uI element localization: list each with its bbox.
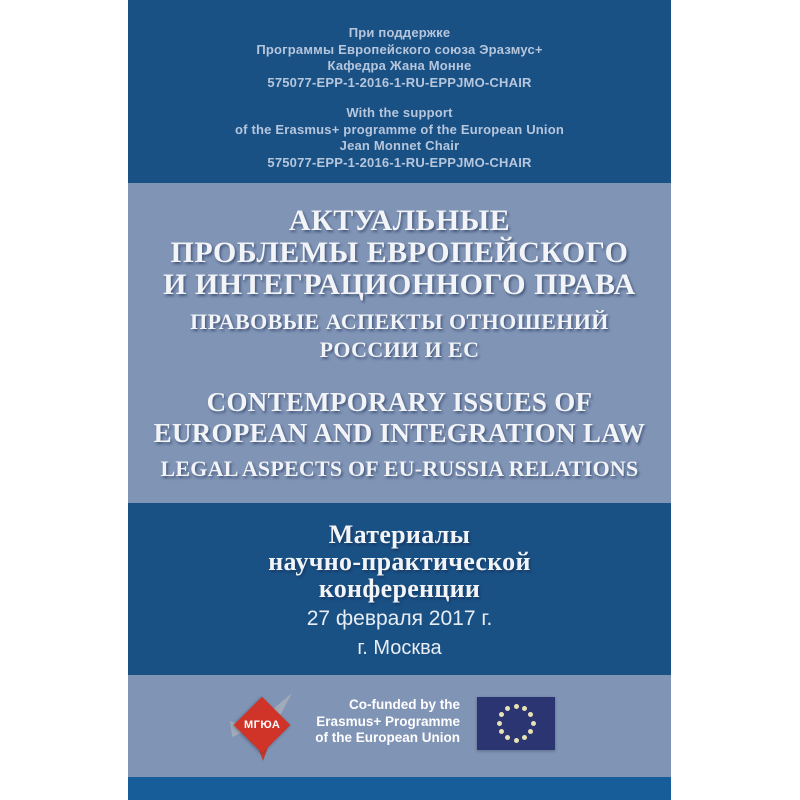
header-band <box>128 0 671 183</box>
support-en-line: With the support <box>346 105 453 120</box>
eu-star-icon <box>505 735 510 740</box>
support-ru-line: Кафедра Жана Монне <box>327 58 472 73</box>
proceedings-line: научно-практической <box>268 547 531 576</box>
proceedings-band <box>128 503 671 675</box>
eu-star-icon <box>514 738 519 743</box>
title-en-line: EUROPEAN AND INTEGRATION LAW <box>153 418 646 448</box>
book-cover <box>128 0 671 800</box>
support-en-line: Jean Monnet Chair <box>339 138 460 153</box>
support-ru-grant-code: 575077-EPP-1-2016-1-RU-EPPJMO-CHAIR <box>267 74 532 90</box>
support-text-en <box>128 105 671 171</box>
eu-star-icon <box>528 712 533 717</box>
msal-logo <box>224 691 300 763</box>
main-title-ru <box>128 183 671 301</box>
cofunded-line: Erasmus+ Programme <box>316 713 460 729</box>
main-title-en <box>128 387 671 449</box>
support-ru-line: При поддержке <box>348 25 451 40</box>
proceedings-line: Материалы <box>328 520 471 549</box>
title-ru-line: И ИНТЕГРАЦИОННОГО ПРАВА <box>163 268 636 301</box>
title-en-line: CONTEMPORARY ISSUES OF <box>206 387 593 417</box>
eu-flag-icon <box>477 697 555 750</box>
eu-star-icon <box>499 712 504 717</box>
logos-band <box>128 675 671 777</box>
title-ru-line: ПРОБЛЕМЫ ЕВРОПЕЙСКОГО <box>170 236 629 269</box>
eu-star-icon <box>499 729 504 734</box>
eu-star-icon <box>514 704 519 709</box>
cofunded-line: Co-funded by the <box>349 697 460 712</box>
eu-star-icon <box>531 721 536 726</box>
title-band <box>128 183 671 503</box>
support-text-ru <box>128 0 671 91</box>
cofunded-line: of the European Union <box>315 730 460 745</box>
support-en-grant-code: 575077-EPP-1-2016-1-RU-EPPJMO-CHAIR <box>267 154 532 170</box>
msal-logo-label: МГЮА <box>243 718 281 731</box>
conference-date: 27 февраля 2017 г. <box>306 607 493 630</box>
eu-star-icon <box>497 721 502 726</box>
subtitle-ru <box>128 308 671 364</box>
subtitle-ru-line: ПРАВОВЫЕ АСПЕКТЫ ОТНОШЕНИЙ <box>190 309 609 334</box>
subtitle-en: LEGAL ASPECTS OF EU-RUSSIA RELATIONS <box>160 456 639 481</box>
support-ru-line: Программы Европейского союза Эразмус+ <box>256 41 543 57</box>
support-en-line: of the Erasmus+ programme of the European Union <box>234 121 565 137</box>
eu-star-icon <box>522 706 527 711</box>
eu-star-icon <box>528 729 533 734</box>
eu-star-icon <box>522 735 527 740</box>
cofunded-text <box>315 697 460 747</box>
footer-band <box>128 777 671 800</box>
proceedings-title <box>128 503 671 602</box>
title-ru-line: АКТУАЛЬНЫЕ <box>288 204 511 237</box>
proceedings-line: конференции <box>318 574 481 603</box>
subtitle-ru-line: РОССИИ И ЕС <box>319 337 480 362</box>
conference-city: г. Москва <box>357 637 442 659</box>
eu-star-icon <box>505 706 510 711</box>
